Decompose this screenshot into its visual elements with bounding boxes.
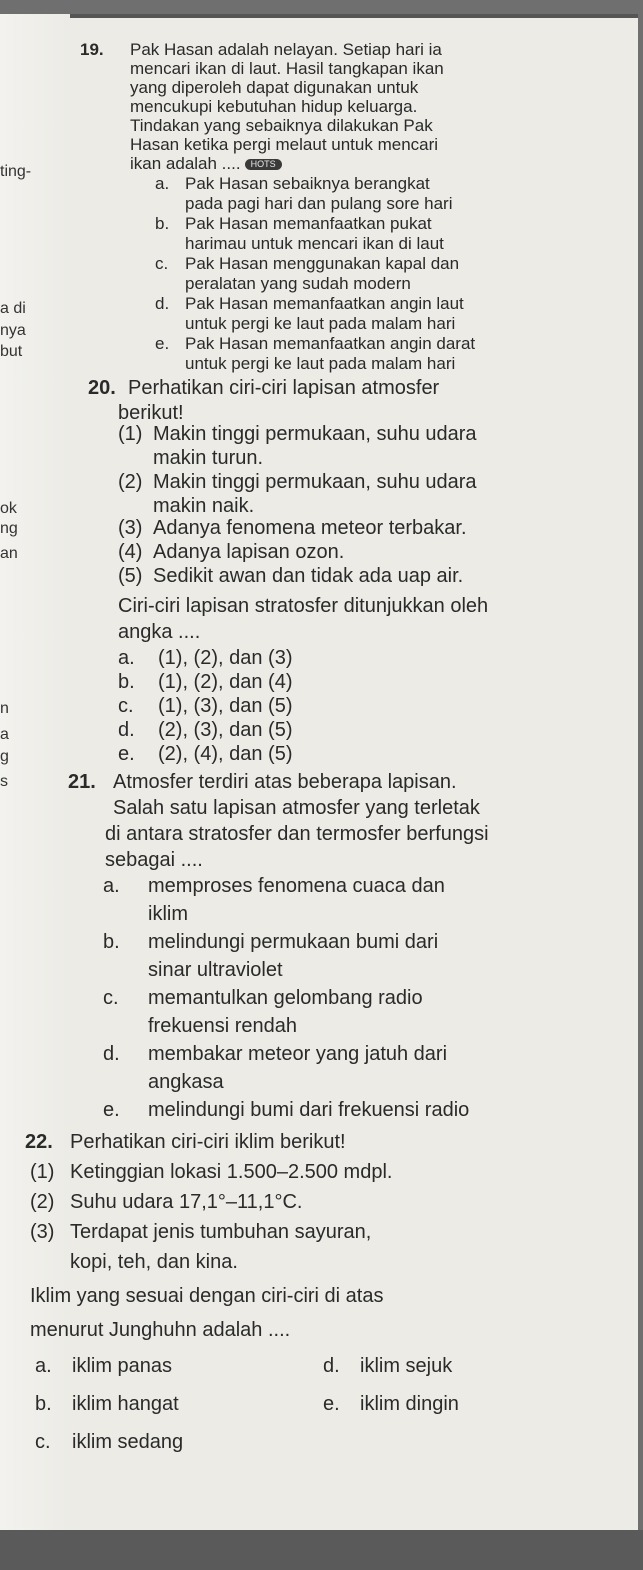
option-line: untuk pergi ke laut pada malam hari: [185, 314, 456, 333]
stem-line: yang diperoleh dapat digunakan untuk: [130, 78, 419, 97]
option-line: harimau untuk mencari ikan di laut: [185, 234, 444, 253]
item-number: (5): [118, 565, 143, 587]
margin-fragment: nya: [0, 322, 26, 339]
stem-line: Salah satu lapisan atmosfer yang terletak: [113, 797, 480, 819]
page-bottom-edge: [0, 1530, 643, 1570]
question-line: Ciri-ciri lapisan stratosfer ditunjukkan oleh: [118, 595, 489, 617]
margin-fragment: n: [0, 700, 9, 717]
option-letter: b.: [103, 931, 120, 953]
item-number: (4): [118, 541, 143, 563]
option-line: memantulkan gelombang radio: [148, 987, 423, 1009]
option-letter: a.: [35, 1355, 52, 1377]
option-letter: c.: [118, 695, 134, 717]
stem-line: Tindakan yang sebaiknya dilakukan Pak: [130, 116, 433, 135]
option-line: Pak Hasan memanfaatkan angin darat: [185, 334, 476, 353]
option-letter: c.: [155, 254, 169, 273]
margin-fragment: ting-: [0, 163, 32, 180]
option-text: iklim hangat: [72, 1393, 179, 1415]
hots-badge: HOTS: [245, 159, 282, 170]
margin-fragment: a di: [0, 300, 26, 317]
item-number: (1): [30, 1161, 55, 1183]
item-line: makin turun.: [153, 447, 264, 469]
option-text: iklim sedang: [72, 1431, 184, 1453]
stem-line: Perhatikan ciri-ciri iklim berikut!: [70, 1131, 346, 1153]
option-text: (1), (2), dan (4): [158, 671, 293, 693]
option-line: Pak Hasan memanfaatkan pukat: [185, 214, 432, 233]
option-letter: e.: [103, 1099, 120, 1121]
option-line: Pak Hasan menggunakan kapal dan: [185, 254, 460, 273]
item-line: Adanya lapisan ozon.: [153, 541, 345, 563]
option-line: Pak Hasan sebaiknya berangkat: [185, 174, 430, 193]
item-line: kopi, teh, dan kina.: [70, 1251, 238, 1273]
stem-line: Atmosfer terdiri atas beberapa lapisan.: [113, 771, 457, 793]
option-letter: b.: [118, 671, 135, 693]
option-line: frekuensi rendah: [148, 1015, 297, 1037]
item-number: (3): [30, 1221, 55, 1243]
item-line: Adanya fenomena meteor terbakar.: [153, 517, 467, 539]
option-text: (2), (4), dan (5): [158, 743, 293, 765]
margin-fragment: an: [0, 545, 18, 562]
option-text: iklim sejuk: [360, 1355, 453, 1377]
option-letter: a.: [103, 875, 120, 897]
stem-line: [130, 154, 282, 174]
margin-fragment: but: [0, 343, 23, 360]
stem-line: Perhatikan ciri-ciri lapisan atmosfer: [128, 377, 440, 399]
item-line: Ketinggian lokasi 1.500–2.500 mdpl.: [70, 1161, 393, 1183]
margin-fragment: ok: [0, 500, 17, 517]
option-letter: a.: [118, 647, 135, 669]
stem-line: Pak Hasan adalah nelayan. Setiap hari ia: [130, 40, 442, 59]
item-line: makin naik.: [153, 495, 255, 517]
question-number: 21.: [68, 771, 96, 793]
option-line: melindungi bumi dari frekuensi radio: [148, 1099, 470, 1121]
margin-fragment: ng: [0, 520, 18, 537]
option-letter: d.: [118, 719, 135, 741]
option-letter: b.: [155, 214, 170, 233]
option-line: angkasa: [148, 1071, 224, 1093]
option-line: Pak Hasan memanfaatkan angin laut: [185, 294, 464, 313]
stem-line: berikut!: [118, 402, 184, 424]
stem-line: Hasan ketika pergi melaut untuk mencari: [130, 135, 439, 154]
stem-text: ikan adalah ....: [130, 154, 241, 173]
option-letter: c.: [35, 1431, 51, 1453]
option-line: iklim: [148, 903, 188, 925]
option-line: sinar ultraviolet: [148, 959, 283, 981]
option-letter: d.: [155, 294, 170, 313]
stem-line: sebagai ....: [105, 849, 203, 871]
item-line: Terdapat jenis tumbuhan sayuran,: [70, 1221, 372, 1243]
item-line: Makin tinggi permukaan, suhu udara: [153, 423, 477, 445]
item-number: (1): [118, 423, 143, 445]
option-line: peralatan yang sudah modern: [185, 274, 411, 293]
option-letter: c.: [103, 987, 119, 1009]
item-line: Sedikit awan dan tidak ada uap air.: [153, 565, 464, 587]
question-number: 20.: [88, 377, 116, 399]
option-text: iklim dingin: [360, 1393, 459, 1415]
margin-fragment: a: [0, 726, 9, 743]
option-text: iklim panas: [72, 1355, 173, 1377]
question-number: 22.: [25, 1131, 53, 1153]
option-letter: d.: [323, 1355, 340, 1377]
option-letter: e.: [155, 334, 170, 353]
option-line: melindungi permukaan bumi dari: [148, 931, 439, 953]
option-line: membakar meteor yang jatuh dari: [148, 1043, 448, 1065]
option-letter: a.: [155, 174, 170, 193]
stem-line: mencukupi kebutuhan hidup keluarga.: [130, 97, 418, 116]
option-letter: d.: [103, 1043, 120, 1065]
stem-line: mencari ikan di laut. Hasil tangkapan ikan: [130, 59, 444, 78]
option-letter: e.: [118, 743, 135, 765]
question-number: 19.: [80, 40, 104, 59]
option-text: (2), (3), dan (5): [158, 719, 293, 741]
item-number: (2): [30, 1191, 55, 1213]
question-line: Iklim yang sesuai dengan ciri-ciri di atas: [30, 1285, 384, 1307]
item-number: (3): [118, 517, 143, 539]
option-line: untuk pergi ke laut pada malam hari: [185, 354, 456, 373]
item-number: (2): [118, 471, 143, 493]
item-line: Makin tinggi permukaan, suhu udara: [153, 471, 477, 493]
margin-fragment: s: [0, 773, 8, 790]
option-text: (1), (3), dan (5): [158, 695, 293, 717]
option-letter: e.: [323, 1393, 340, 1415]
margin-fragment: g: [0, 748, 9, 765]
question-line: angka ....: [118, 621, 201, 643]
item-line: Suhu udara 17,1°–11,1°C.: [70, 1191, 303, 1213]
option-text: (1), (2), dan (3): [158, 647, 293, 669]
option-line: memproses fenomena cuaca dan: [148, 875, 445, 897]
stem-line: di antara stratosfer dan termosfer berfungsi: [105, 823, 489, 845]
option-line: pada pagi hari dan pulang sore hari: [185, 194, 453, 213]
question-line: menurut Junghuhn adalah ....: [30, 1319, 291, 1341]
option-letter: b.: [35, 1393, 52, 1415]
